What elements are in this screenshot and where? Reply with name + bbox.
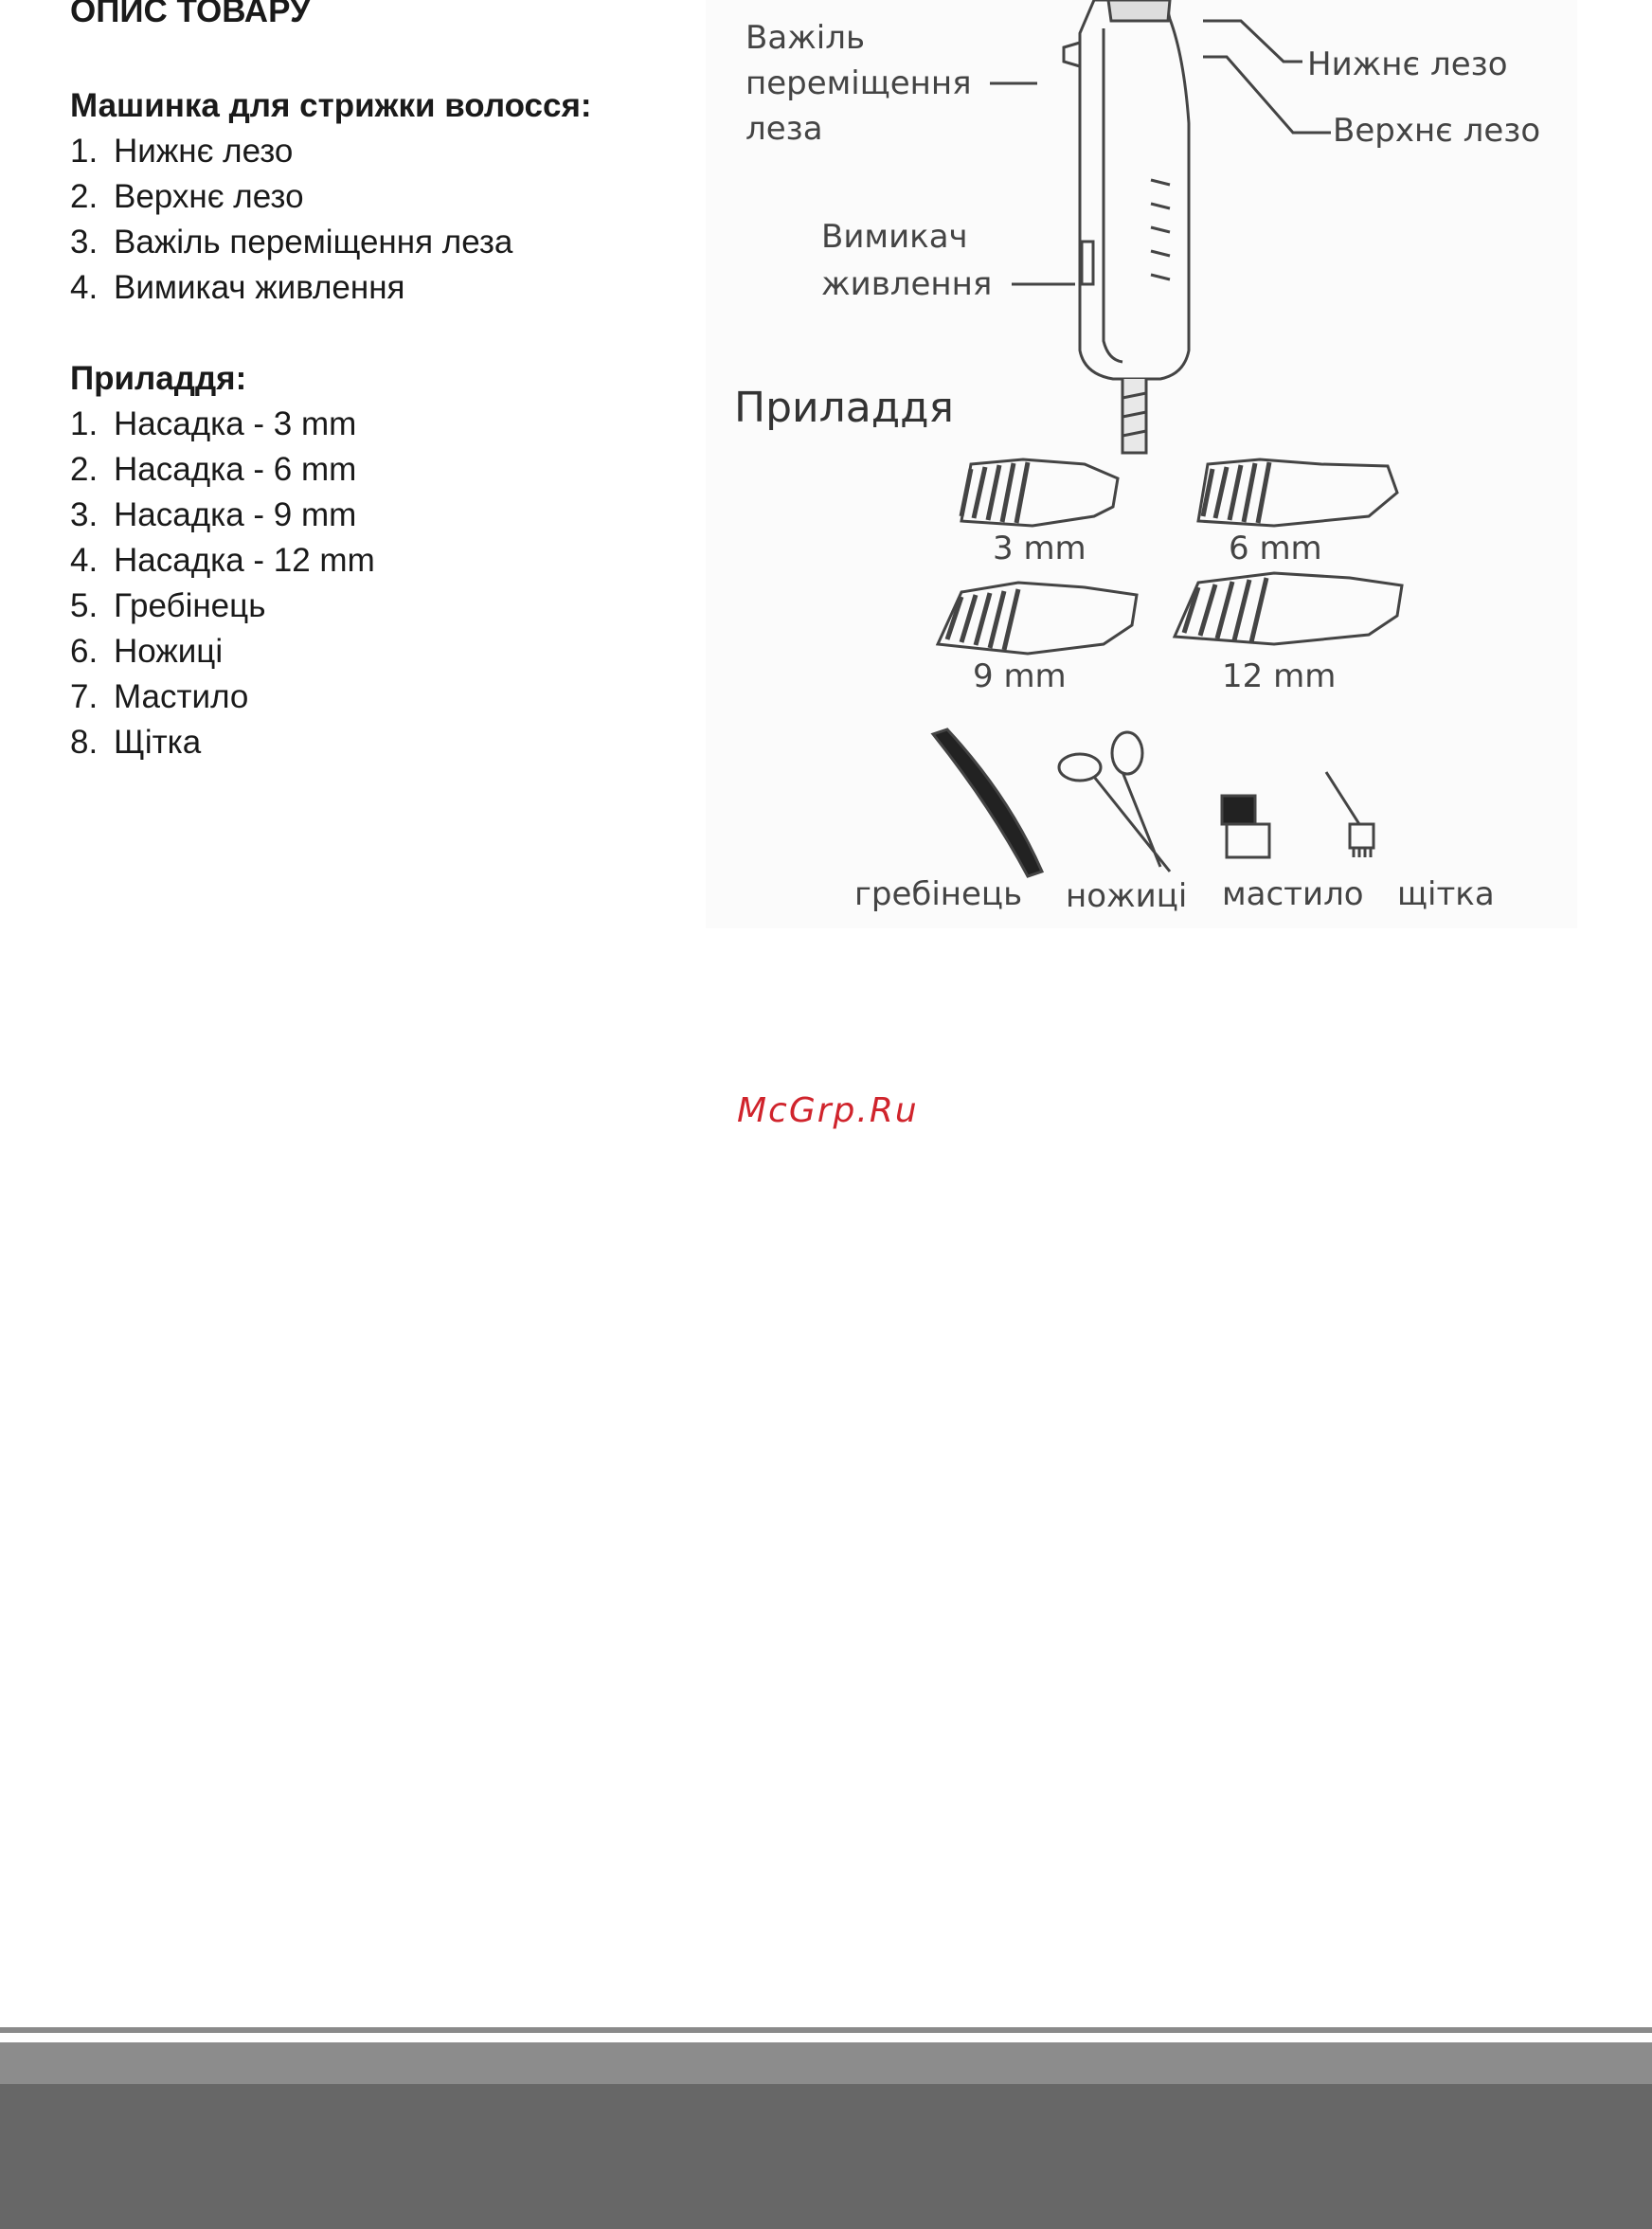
- lever-label-line-1: Важіль: [745, 19, 866, 57]
- watermark: McGrp.Ru: [737, 1091, 919, 1130]
- clipper-heading: Машинка для стрижки волосся:: [70, 87, 592, 124]
- accessories-list: [70, 402, 676, 765]
- comb-icon: [933, 729, 1042, 876]
- list-item: 4. Вимикач живлення: [70, 269, 405, 306]
- guide-3mm-icon: [961, 459, 1118, 526]
- list-item: 8. Щітка: [70, 724, 202, 761]
- guide-12mm-label: 12 mm: [1222, 657, 1337, 695]
- accessories-title: Приладдя: [734, 384, 955, 432]
- guide-9mm-label: 9 mm: [973, 657, 1067, 695]
- scissors-icon: [1059, 732, 1170, 872]
- oil-label: мастило: [1222, 875, 1364, 913]
- lever-label-line-3: леза: [745, 110, 823, 148]
- guide-9mm-icon: [938, 583, 1137, 654]
- guide-6mm-label: 6 mm: [1229, 530, 1322, 567]
- product-description: [70, 0, 676, 765]
- accessories-heading: Приладдя:: [70, 360, 247, 397]
- guide-3mm-label: 3 mm: [993, 530, 1086, 567]
- list-item: 2. Верхнє лезо: [70, 178, 304, 215]
- comb-label: гребінець: [854, 875, 1023, 913]
- footer-band-light: [0, 2042, 1652, 2084]
- footer-divider: [0, 2027, 1652, 2033]
- footer-band-dark: [0, 2084, 1652, 2229]
- list-item: 4. Насадка - 12 mm: [70, 542, 375, 579]
- lower-blade-label: Нижнє лезо: [1307, 45, 1508, 83]
- guide-12mm-icon: [1175, 573, 1402, 644]
- lever-icon: [1064, 43, 1080, 66]
- lever-label-line-2: переміщення: [745, 64, 972, 102]
- section-title: ОПИС ТОВАРУ: [70, 0, 311, 29]
- list-item: 5. Гребінець: [70, 587, 266, 624]
- blade-head-icon: [1108, 0, 1170, 21]
- brush-label: щітка: [1397, 875, 1495, 913]
- clipper-parts-list: [70, 129, 676, 311]
- list-item: 1. Насадка - 3 mm: [70, 405, 357, 442]
- oil-icon: [1222, 796, 1269, 857]
- list-item: 6. Ножиці: [70, 633, 224, 670]
- list-item: 3. Важіль переміщення леза: [70, 224, 513, 261]
- product-diagram: [706, 0, 1577, 928]
- list-item: 3. Насадка - 9 mm: [70, 496, 357, 533]
- switch-label-line-2: живлення: [821, 265, 993, 303]
- guide-6mm-icon: [1198, 459, 1397, 526]
- clipper-body-icon: [1080, 0, 1189, 379]
- power-switch-icon: [1082, 242, 1093, 284]
- scissors-label: ножиці: [1066, 877, 1188, 915]
- upper-blade-label: Верхнє лезо: [1333, 112, 1541, 150]
- brush-icon: [1326, 772, 1374, 857]
- switch-label-line-1: Вимикач: [821, 218, 968, 256]
- list-item: 7. Мастило: [70, 678, 249, 715]
- list-item: 1. Нижнє лезо: [70, 133, 294, 170]
- list-item: 2. Насадка - 6 mm: [70, 451, 357, 488]
